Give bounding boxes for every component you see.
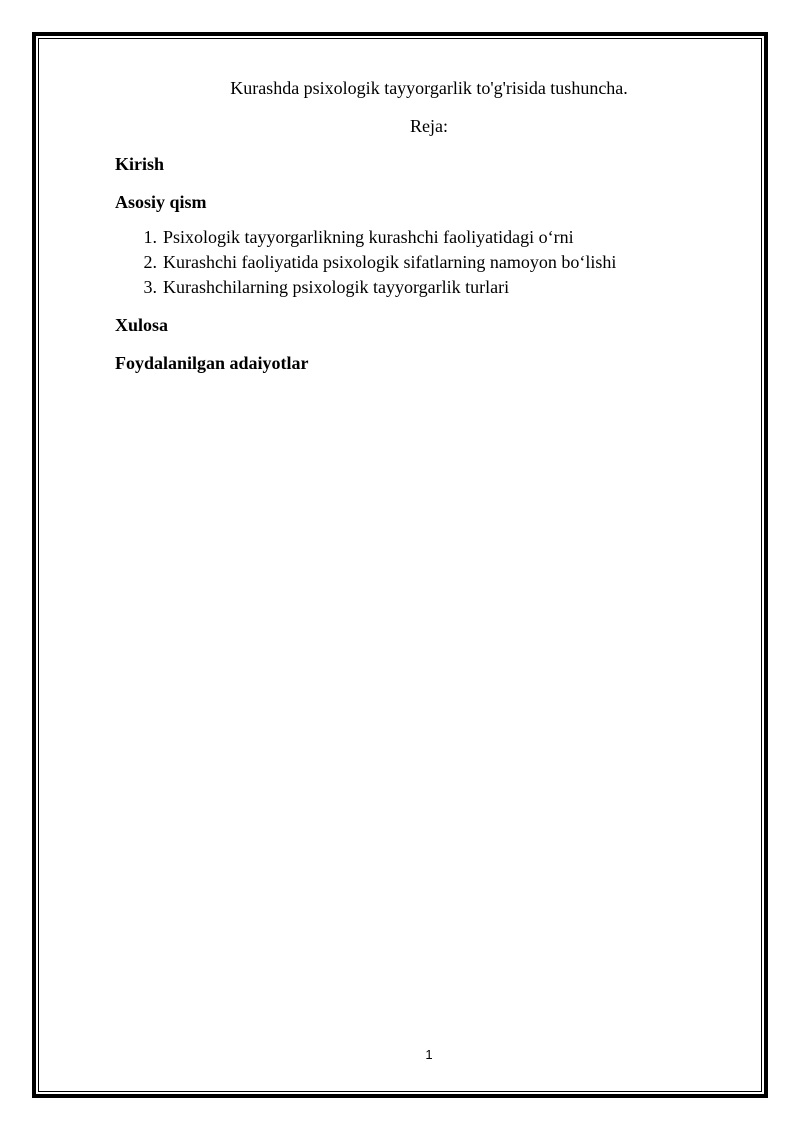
section-conclusion: Xulosa xyxy=(115,315,169,335)
list-item xyxy=(115,275,685,300)
section-main: Asosiy qism xyxy=(115,192,207,212)
list-item-number: 3. xyxy=(143,277,157,297)
page-number: 1 xyxy=(425,1047,433,1062)
list-item-text: Kurashchi faoliyatida psixologik sifatlarning namoyon bo‘lishi xyxy=(163,252,617,272)
section-references: Foydalanilgan adaiyotlar xyxy=(115,353,309,373)
list-item-text: Kurashchilarning psixologik tayyorgarlik turlari xyxy=(163,277,510,297)
plan-list xyxy=(115,225,685,300)
list-item-text: Psixologik tayyorgarlikning kurashchi faoliyatidagi o‘rni xyxy=(163,227,574,247)
section-intro: Kirish xyxy=(115,154,165,174)
list-item-number: 1. xyxy=(143,227,157,247)
list-item-number: 2. xyxy=(143,252,157,272)
document-title: Kurashda psixologik tayyorgarlik to'g'risida tushuncha. xyxy=(230,78,628,98)
document-body xyxy=(115,75,685,376)
plan-heading: Reja: xyxy=(410,116,448,136)
list-item xyxy=(115,225,685,250)
list-item xyxy=(115,250,685,275)
